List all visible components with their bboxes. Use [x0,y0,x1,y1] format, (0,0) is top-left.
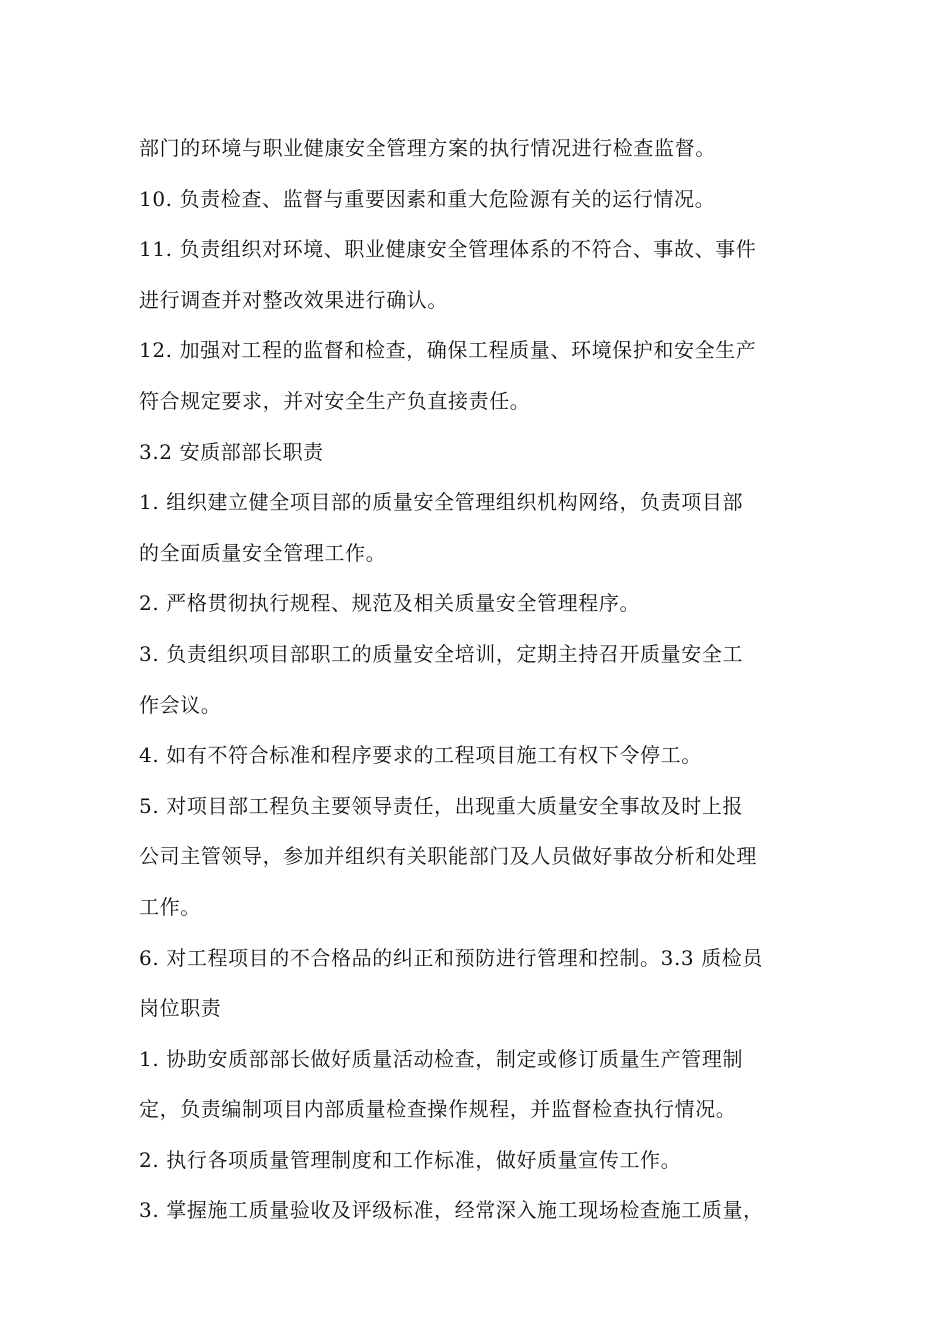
text-line: 作会议。 [139,692,222,717]
text-line: 2. 执行各项质量管理制度和工作标准，做好质量宣传工作。 [139,1147,682,1172]
body-text [139,123,829,1236]
text-line: 3. 掌握施工质量验收及评级标准，经常深入施工现场检查施工质量， [139,1198,764,1223]
text-line: 符合规定要求，并对安全生产负直接责任。 [139,388,531,413]
text-line: 的全面质量安全管理工作。 [139,540,387,565]
text-line: 部门的环境与职业健康安全管理方案的执行情况进行检查监督。 [139,136,716,160]
section-heading: 3.2 安质部部长职责 [139,439,324,464]
text-line: 12. 加强对工程的监督和检查，确保工程质量、环境保护和安全生产 [139,338,757,363]
text-line: 工作。 [139,894,201,919]
text-line: 进行调查并对整改效果进行确认。 [139,287,448,312]
text-line: 10. 负责检查、监督与重要因素和重大危险源有关的运行情况。 [139,186,716,211]
text-line: 6. 对工程项目的不合格品的纠正和预防进行管理和控制。3.3 质检员 [139,945,764,970]
text-line: 2. 严格贯彻执行规程、规范及相关质量安全管理程序。 [139,591,641,616]
text-line: 3. 负责组织项目部职工的质量安全培训，定期主持召开质量安全工 [139,641,744,666]
text-line: 11. 负责组织对环境、职业健康安全管理体系的不符合、事故、事件 [139,237,757,262]
text-line: 公司主管领导，参加并组织有关职能部门及人员做好事故分析和处理 [139,844,757,869]
text-line: 定，负责编制项目内部质量检查操作规程，并监督检查执行情况。 [139,1097,737,1122]
text-line: 5. 对项目部工程负主要领导责任，出现重大质量安全事故及时上报 [139,793,744,818]
text-line: 4. 如有不符合标准和程序要求的工程项目施工有权下令停工。 [139,743,702,768]
text-line: 1. 组织建立健全项目部的质量安全管理组织机构网络，负责项目部 [139,490,744,515]
text-line: 岗位职责 [139,996,222,1021]
text-line: 1. 协助安质部部长做好质量活动检查，制定或修订质量生产管理制 [139,1046,744,1071]
